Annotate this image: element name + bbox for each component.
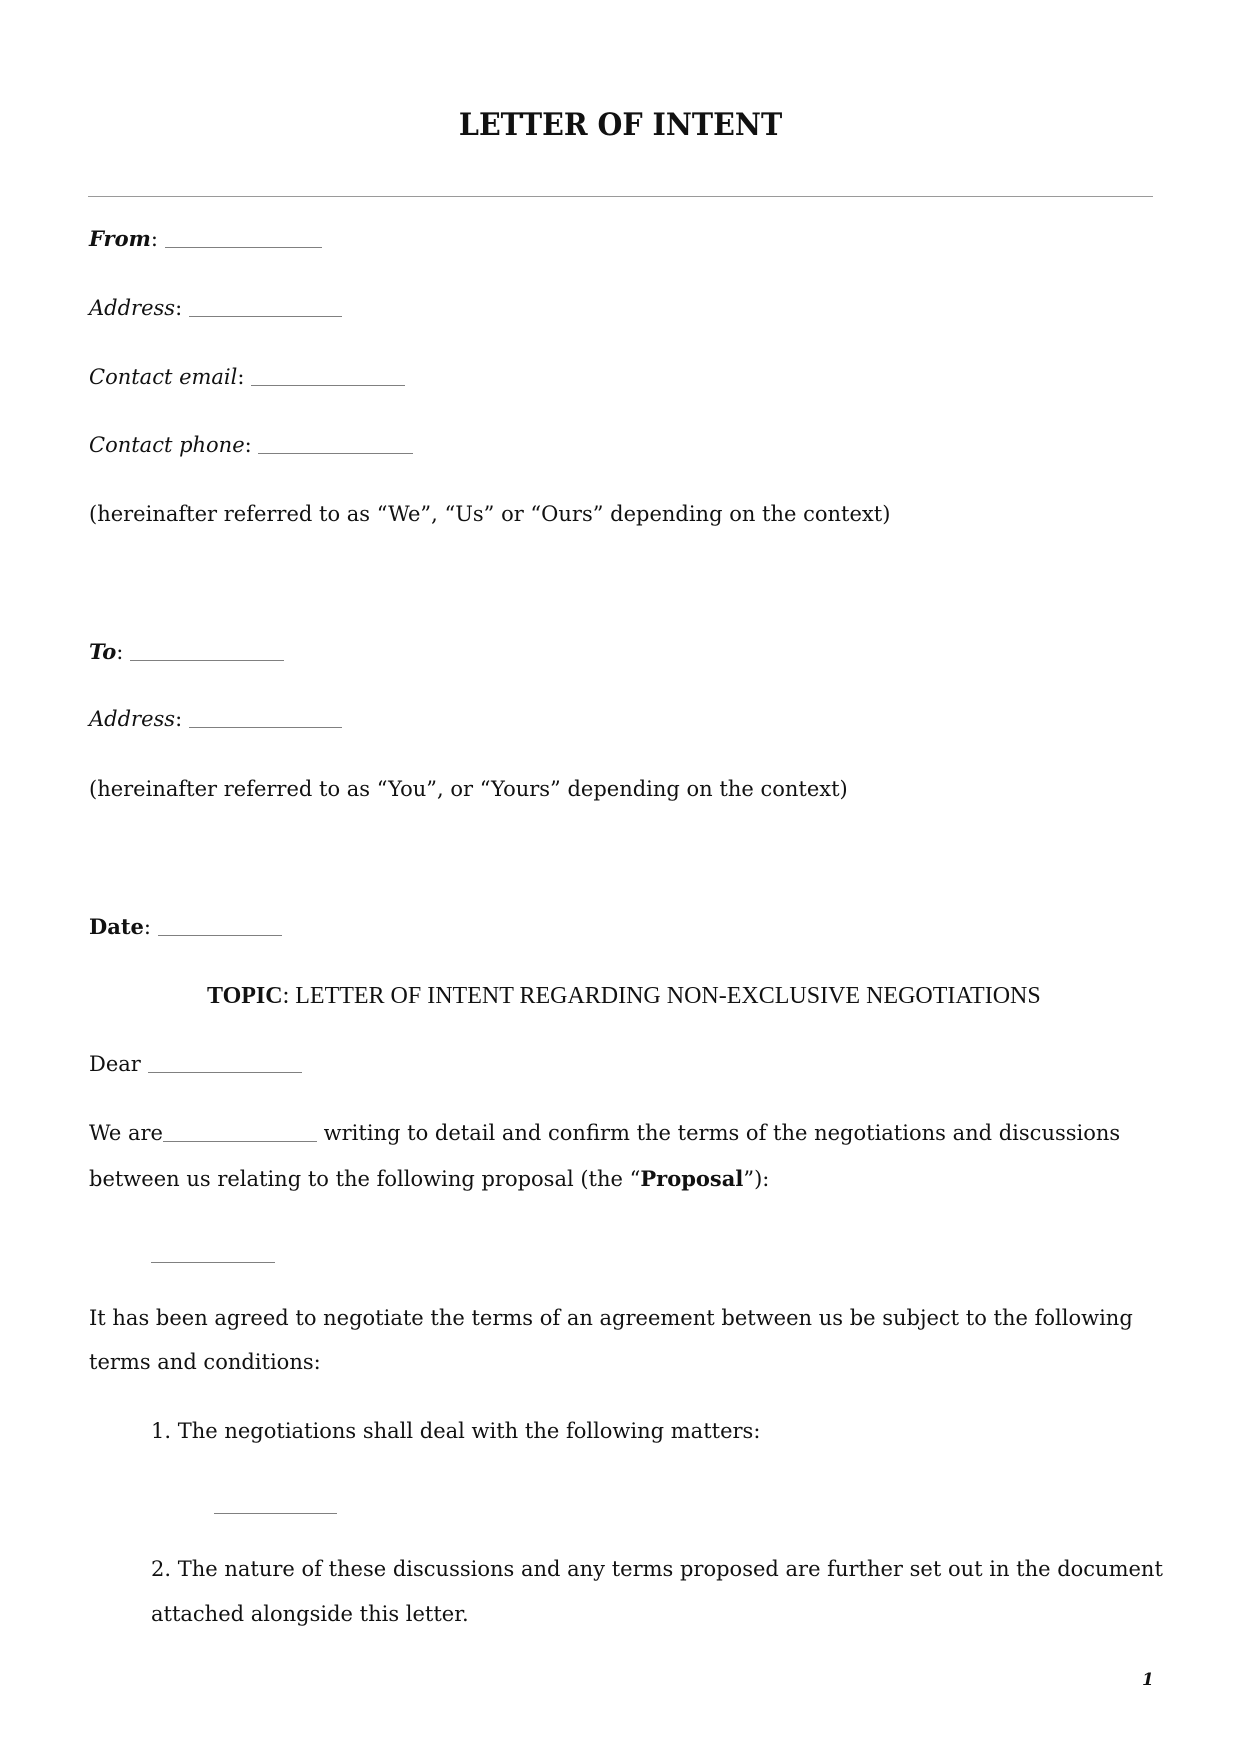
sender-address-blank[interactable] <box>189 314 342 317</box>
contact-phone-field <box>89 432 413 458</box>
topic-line <box>207 982 1041 1010</box>
date-field <box>89 914 282 940</box>
contact-email-blank[interactable] <box>251 383 405 386</box>
colon: : <box>244 433 252 457</box>
recipient-reference-note: (hereinafter referred to as “You”, or “Yours” depending on the context) <box>89 777 848 801</box>
contact-phone-label: Contact phone <box>89 433 245 457</box>
list-item-2-line-2: attached alongside this letter. <box>151 1602 469 1626</box>
colon: : <box>143 915 151 939</box>
document-title: LETTER OF INTENT <box>458 107 783 143</box>
matters-blank[interactable] <box>214 1513 337 1514</box>
recipient-address-label: Address <box>89 707 176 731</box>
from-label: From <box>89 226 151 251</box>
colon: : <box>150 227 158 251</box>
page-number: 1 <box>1142 1670 1154 1690</box>
contact-email-field <box>89 364 405 390</box>
intro-line-2 <box>89 1166 769 1192</box>
to-blank[interactable] <box>130 658 284 661</box>
intro-text-1: We are <box>89 1121 163 1145</box>
colon: : <box>175 296 183 320</box>
intro-text-2: writing to detail and confirm the terms of the negotiations and discussions <box>316 1121 1121 1145</box>
intro-text-3: between us relating to the following proposal (the “ <box>89 1167 641 1191</box>
proposal-blank[interactable] <box>151 1262 275 1263</box>
list-item-2-line-1: 2. The nature of these discussions and any terms proposed are further set out in the document <box>151 1557 1163 1581</box>
colon: : <box>116 640 124 664</box>
topic-text: : LETTER OF INTENT REGARDING NON-EXCLUSIVE NEGOTIATIONS <box>282 983 1041 1009</box>
date-blank[interactable] <box>158 933 282 936</box>
sender-reference-note: (hereinafter referred to as “We”, “Us” or “Ours” depending on the context) <box>89 502 891 526</box>
contact-email-label: Contact email <box>89 365 238 389</box>
from-field <box>89 226 322 252</box>
to-field <box>89 639 284 665</box>
list-item-1: 1. The negotiations shall deal with the following matters: <box>151 1419 761 1443</box>
contact-phone-blank[interactable] <box>258 451 413 454</box>
salutation <box>89 1051 302 1077</box>
salutation-text: Dear <box>89 1052 148 1076</box>
agreement-line-1: It has been agreed to negotiate the terms of an agreement between us be subject to the following <box>89 1306 1133 1330</box>
title-divider <box>88 196 1153 197</box>
topic-label: TOPIC <box>207 983 283 1009</box>
recipient-address-field <box>89 706 342 732</box>
sender-address-field <box>89 295 342 321</box>
recipient-name-blank[interactable] <box>148 1070 302 1073</box>
intro-line-1 <box>89 1120 1120 1146</box>
recipient-address-blank[interactable] <box>189 725 342 728</box>
agreement-line-2: terms and conditions: <box>89 1350 321 1374</box>
company-name-blank[interactable] <box>163 1139 317 1142</box>
intro-text-4: ”): <box>743 1167 770 1191</box>
colon: : <box>175 707 183 731</box>
to-label: To <box>89 639 117 664</box>
colon: : <box>237 365 245 389</box>
from-blank[interactable] <box>165 245 322 248</box>
sender-address-label: Address <box>89 296 176 320</box>
proposal-term: Proposal <box>640 1166 744 1191</box>
date-label: Date <box>89 914 144 939</box>
